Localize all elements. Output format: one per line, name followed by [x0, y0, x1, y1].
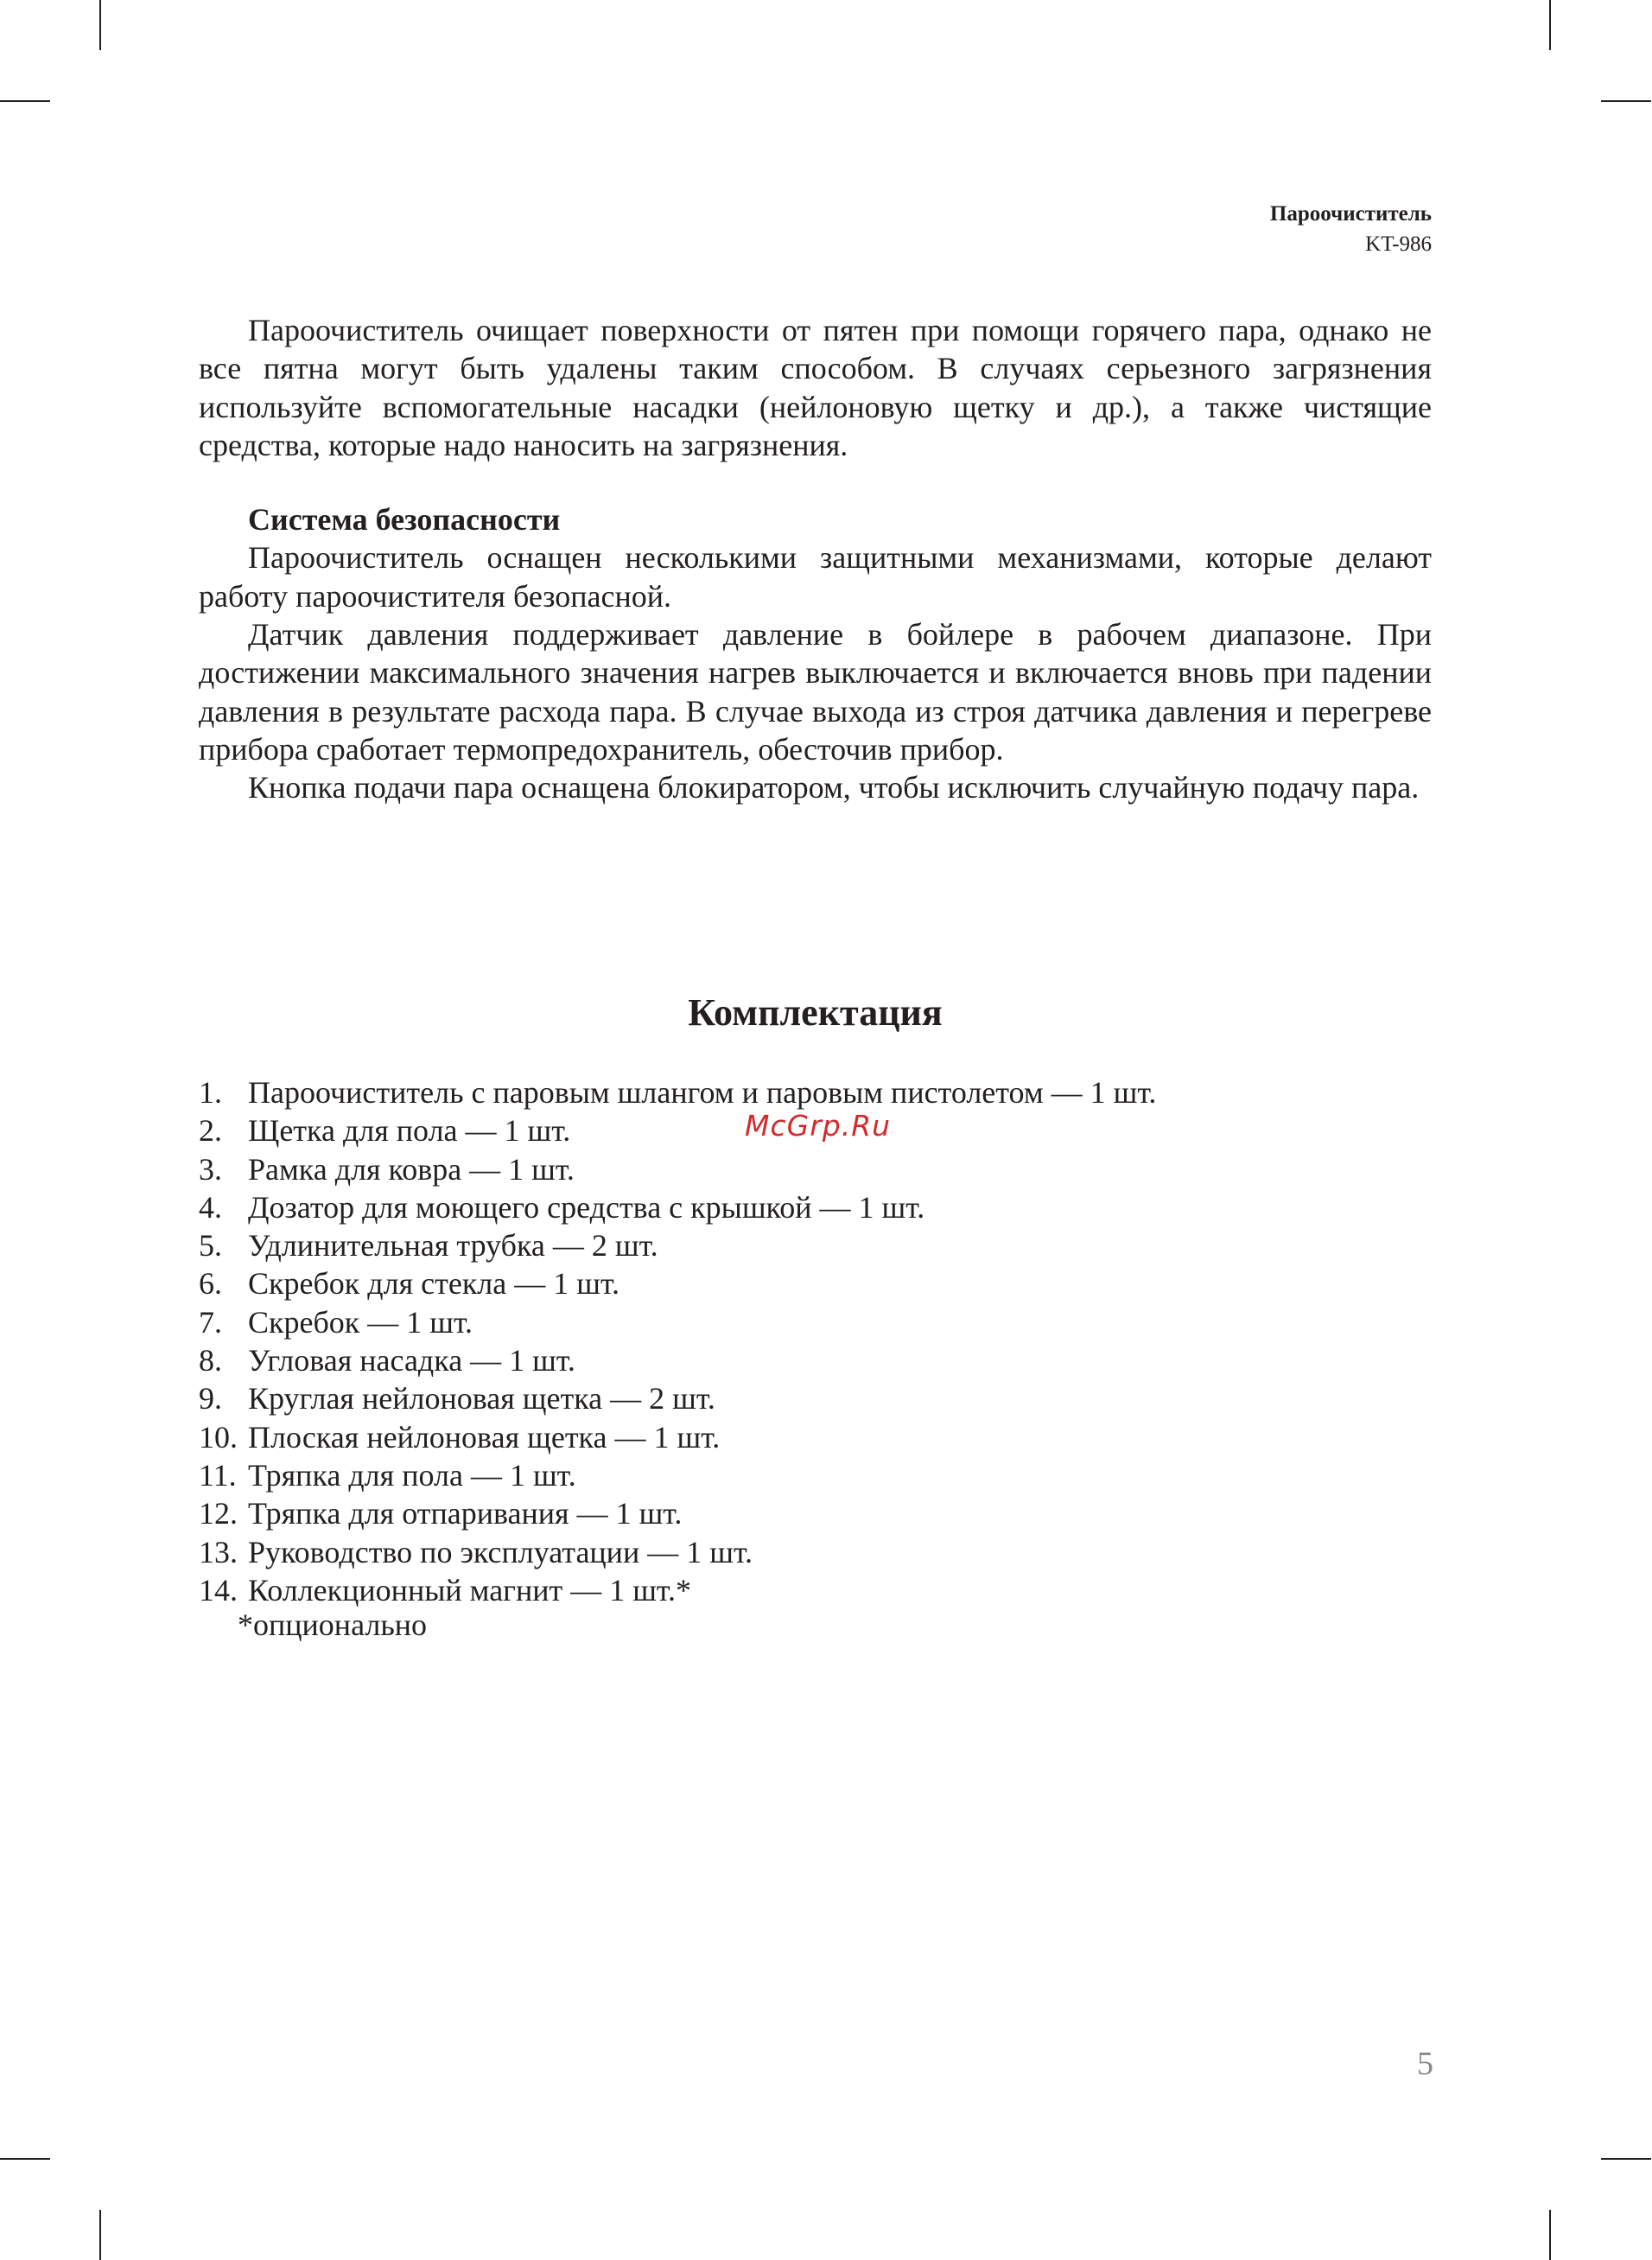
list-item [199, 1571, 1156, 1609]
list-item-text: Круглая нейлоновая щетка — 2 шт. [248, 1381, 715, 1416]
list-item [199, 1533, 1156, 1571]
list-item [199, 1379, 1156, 1417]
list-item-text: Скребок для стекла — 1 шт. [248, 1266, 620, 1302]
list-item-number: 13. [199, 1534, 238, 1569]
crop-mark-top-right [1549, 0, 1551, 50]
list-item [199, 1226, 1156, 1264]
safety-paragraph-3: Кнопка подачи пара оснащена блокиратором, чтобы исключить случайную подачу пара. [248, 770, 1420, 805]
list-item [199, 1188, 1156, 1226]
crop-mark-bottom-left [99, 2210, 101, 2260]
list-item [199, 1150, 1156, 1188]
watermark-link[interactable]: McGrp.Ru [745, 1109, 892, 1143]
running-header [1270, 199, 1432, 259]
crop-mark-top-left [99, 0, 101, 50]
kit-footnote: *опционально [238, 1607, 428, 1642]
crop-mark-right-top [1601, 100, 1651, 102]
list-item-text: Пароочиститель с паровым шлангом и паровым пистолетом — 1 шт. [248, 1075, 1157, 1110]
list-item-number: 2. [199, 1113, 222, 1149]
list-item [199, 1341, 1156, 1379]
list-item-number: 8. [199, 1343, 222, 1378]
list-item-number: 11. [199, 1457, 237, 1493]
safety-title: Система безопасности [248, 502, 561, 538]
list-item [199, 1111, 1156, 1149]
list-item-number: 9. [199, 1381, 222, 1416]
header-product: Пароочиститель [1269, 202, 1432, 226]
crop-mark-bottom-right [1549, 2210, 1551, 2260]
list-item-text: Тряпка для отпаривания — 1 шт. [248, 1496, 683, 1531]
list-item-number: 6. [199, 1266, 222, 1302]
crop-mark-left-top [0, 100, 50, 102]
list-item-text: Руководство по эксплуатации — 1 шт. [248, 1534, 753, 1569]
list-item [199, 1073, 1156, 1111]
list-item-number: 3. [199, 1151, 222, 1187]
list-item [199, 1456, 1156, 1494]
list-item [199, 1418, 1156, 1456]
list-item [199, 1264, 1156, 1302]
kit-list [199, 1073, 1156, 1609]
crop-mark-left-bottom [0, 2158, 50, 2160]
list-item [199, 1303, 1156, 1341]
list-item-number: 1. [199, 1075, 222, 1110]
list-item-number: 10. [199, 1419, 238, 1455]
list-item-text: Удлинительная трубка — 2 шт. [248, 1228, 658, 1264]
list-item-number: 5. [199, 1228, 222, 1264]
body-text [199, 311, 1432, 807]
list-item-number: 7. [199, 1304, 222, 1340]
list-item [199, 1494, 1156, 1532]
header-model: KT-986 [1365, 232, 1432, 256]
list-item-number: 4. [199, 1189, 222, 1225]
list-item-text: Угловая насадка — 1 шт. [248, 1343, 575, 1378]
list-item-text: Щетка для пола — 1 шт. [248, 1113, 571, 1149]
intro-paragraph: Пароочиститель очищает поверхности от пятен при помощи горячего пара, однако не все пятна могут быть удалены таким способом. В случаях серьезного загрязнения используйте вспомогательные насадки (нейлоновую щетку и др.), а также чистящие средства, которые надо наносить на загрязнения. [199, 313, 1432, 462]
list-item-text: Рамка для ковра — 1 шт. [248, 1151, 575, 1187]
list-item-text: Тряпка для пола — 1 шт. [248, 1457, 576, 1493]
safety-paragraph-1: Пароочиститель оснащен несколькими защитными механизмами, которые делают работу пароочистителя безопасной. [199, 540, 1432, 614]
list-item-number: 12. [199, 1496, 238, 1531]
list-item-text: Коллекционный магнит — 1 шт.* [248, 1572, 691, 1607]
list-item-text: Скребок — 1 шт. [248, 1304, 473, 1340]
crop-mark-right-bottom [1601, 2158, 1651, 2160]
list-item-text: Плоская нейлоновая щетка — 1 шт. [248, 1419, 721, 1455]
page-number: 5 [1417, 2046, 1433, 2082]
list-item-number: 14. [199, 1572, 238, 1607]
safety-paragraph-2: Датчик давления поддерживает давление в бойлере в рабочем диапазоне. При достижении максимального значения нагрев выключается и включается вновь при падении давления в результате расхода пара. В случае выхода из строя датчика давления и перегреве прибора сработает термопредохранитель, обесточив прибор. [199, 617, 1432, 767]
kit-title: Комплектация [688, 991, 943, 1034]
list-item-text: Дозатор для моющего средства с крышкой — 1 шт. [248, 1189, 925, 1225]
